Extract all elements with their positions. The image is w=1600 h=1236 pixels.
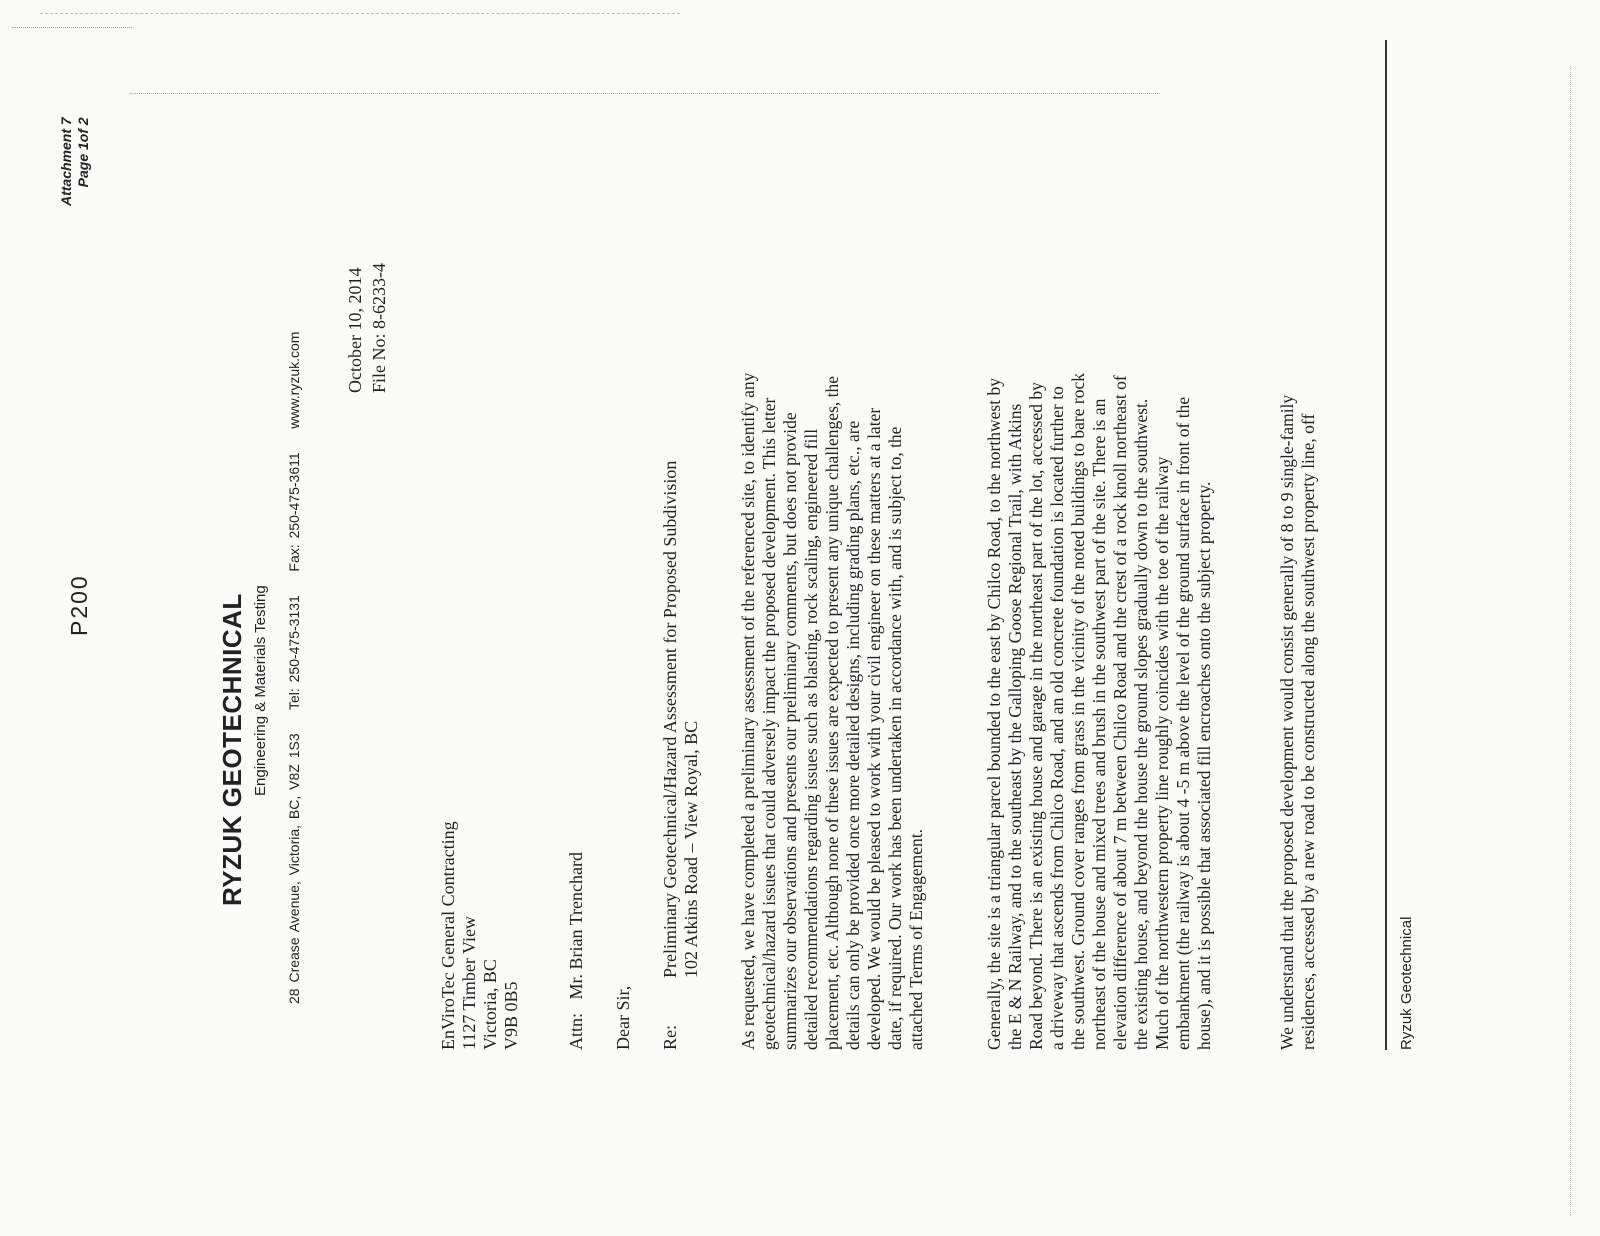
text-line: residences, accessed by a new road to be constructed along the southwest property line, off [1298, 413, 1318, 1050]
text-line: details can only be provided once more detailed designs, including grading plans, etc., are [843, 420, 863, 1050]
text-line: house), and it is possible that associated fill encroaches onto the subject property. [1194, 481, 1214, 1050]
text-line: We understand that the proposed development would consist generally of 8 to 9 single-family [1277, 394, 1297, 1050]
text-line: developed. We would be pleased to work with your civil engineer on these matters at a later [864, 407, 884, 1050]
company-name: RYZUK GEOTECHNICAL [217, 593, 247, 906]
text-line: summarizes our observations and presents our preliminary comments, but does not provide [780, 412, 800, 1050]
page-number: Page 1of 2 [75, 117, 91, 188]
file-number: File No: 8-6233-4 [369, 263, 389, 393]
body-paragraph-3 [1277, 50, 1319, 1050]
attention-line [566, 852, 587, 1050]
text-line: a driveway that ascends from Chilco Road, and an old concrete foundation is located further to [1047, 386, 1067, 1050]
company-fax: Fax: 250-475-3611 [286, 452, 302, 572]
text-line: placement, etc. Although none of these issues are expected to present any unique challenges, the [822, 375, 842, 1050]
text-line: geotechnical/hazard issues that could adversely impact the proposed development. This letter [759, 397, 779, 1050]
recipient-line: EnViroTec General Contracting [438, 821, 458, 1050]
text-line: As requested, we have completed a preliminary assessment of the referenced site, to identify any [738, 372, 758, 1050]
re-line: Preliminary Geotechnical/Hazard Assessment for Proposed Subdivision [660, 460, 680, 978]
re-label: Re: [660, 1025, 680, 1050]
body-paragraph-1 [738, 50, 927, 1050]
salutation: Dear Sir, [613, 985, 633, 1050]
text-line: northeast of the house and mixed trees and brush in the southwest part of the site. There is an [1089, 398, 1109, 1050]
text-line: elevation difference of about 7 m between Chilco Road and the crest of a rock knoll northeast of [1110, 375, 1130, 1050]
recipient-line: V9B 0B5 [501, 981, 521, 1050]
text-line: the E & N Railway, and to the southeast by the Galloping Goose Regional Trail, with Atkins [1005, 403, 1025, 1050]
dateline [343, 263, 391, 393]
text-line: detailed recommendations regarding issues such as blasting, rock scaling, engineered fill [801, 428, 821, 1050]
re-subject [660, 461, 702, 978]
text-line: embankment (the railway is about 4 -5 m above the level of the ground surface in front of the [1173, 396, 1193, 1050]
company-address: 28 Crease Avenue, Victoria, BC, V8Z 1S3 [286, 733, 302, 1004]
recipient-line: Victoria, BC [480, 959, 500, 1050]
text-line: Generally, the site is a triangular parcel bounded to the east by Chilco Road, to the northwest by [984, 378, 1004, 1050]
company-tel: Tel: 250-475-3131 [286, 595, 302, 711]
recipient-line: 1127 Timber View [459, 916, 479, 1050]
document-code: P200 [66, 574, 92, 636]
text-line: the existing house, and beyond the house the ground slopes gradually down to the southwest. [1131, 398, 1151, 1050]
company-tagline: Engineering & Materials Testing [252, 585, 269, 796]
body-paragraph-2 [984, 50, 1215, 1050]
attachment-label [58, 117, 92, 206]
text-line: Road beyond. There is an existing house and garage in the northeast part of the lot, accessed by [1026, 382, 1046, 1050]
scan-artifact-mark [12, 27, 132, 28]
attn-label: Attn: [566, 1012, 586, 1050]
attn-name: Mr. Brian Trenchard [566, 851, 586, 1000]
scan-artifact-dashes [40, 13, 680, 14]
text-line: date, if required. Our work has been undertaken in accordance with, and is subject to, the [885, 426, 905, 1050]
company-website: www.ryzuk.com [286, 331, 302, 429]
scan-artifact-bottom [1570, 66, 1571, 1216]
text-line: Much of the northwestern property line roughly coincides with the toe of the railway [1152, 456, 1172, 1050]
recipient-address [438, 821, 522, 1050]
footer-company: Ryzuk Geotechnical [1398, 916, 1415, 1050]
text-line: attached Terms of Engagement. [906, 828, 926, 1050]
re-line: 102 Atkins Road – View Royal, BC [681, 720, 701, 978]
footer-rule [1385, 40, 1387, 1050]
letter-date: October 10, 2014 [345, 267, 365, 393]
company-contact [286, 332, 302, 1004]
text-line: the southwest. Ground cover ranges from grass in the vicinity of the noted buildings to bare rock [1068, 373, 1088, 1050]
attachment-number: Attachment 7 [58, 117, 74, 206]
